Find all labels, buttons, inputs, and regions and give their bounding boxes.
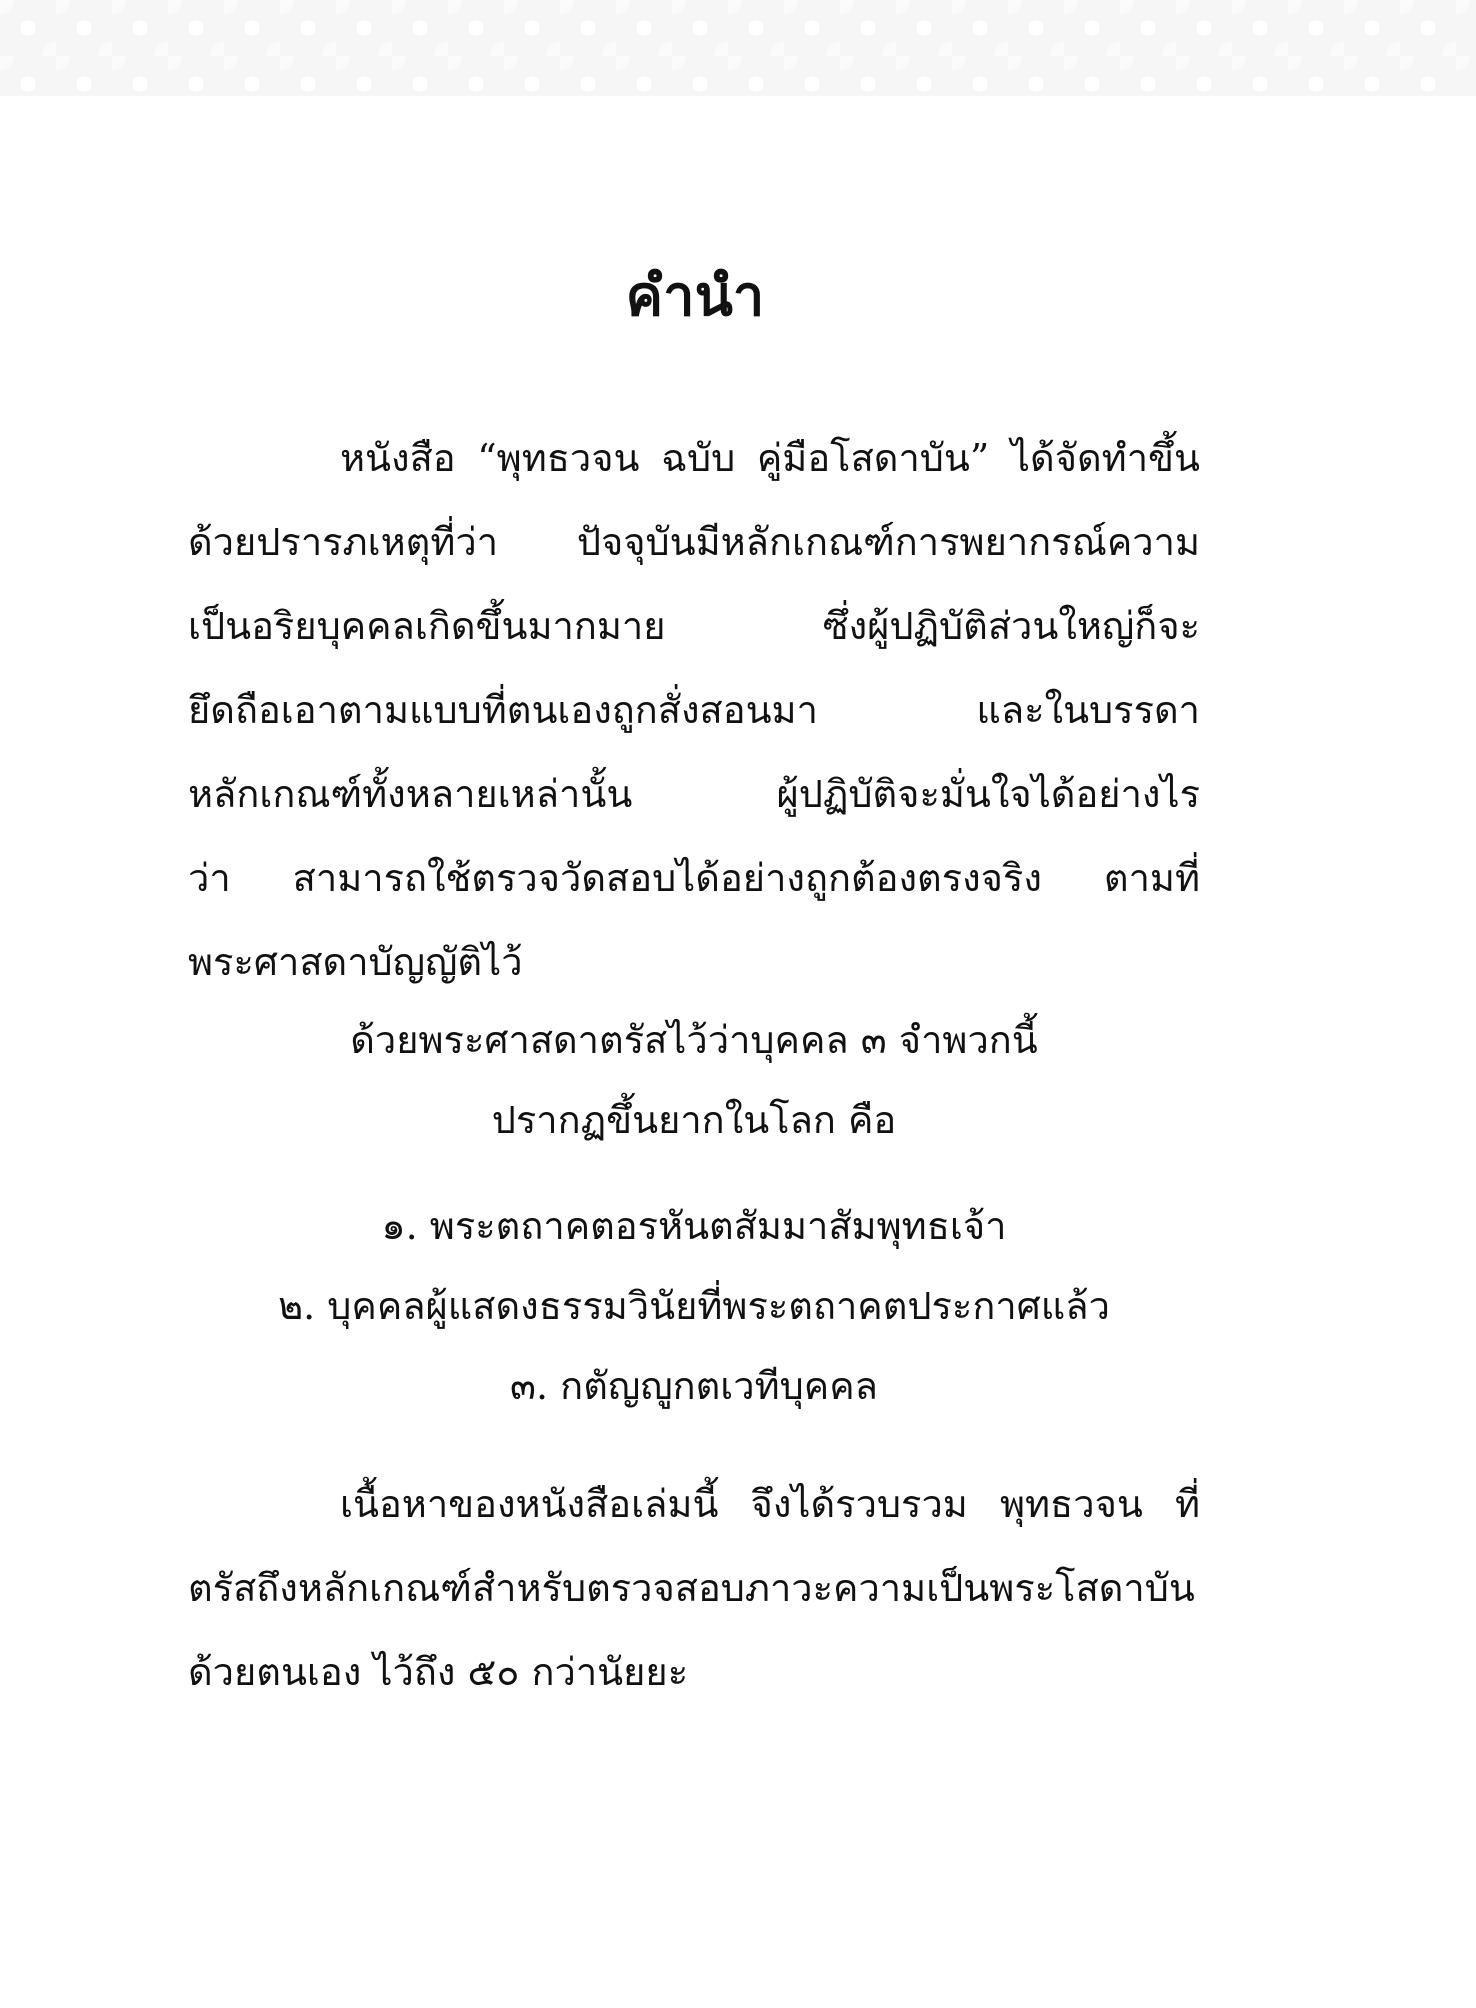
paragraph-2 <box>188 1462 1200 1714</box>
list-item: ๒. บุคคลผู้แสดงธรรมวินัยที่พระตถาคตประกาศแล้ว <box>278 1284 1110 1328</box>
decorative-header-pattern <box>0 0 1476 96</box>
paragraph-1 <box>188 416 1200 1004</box>
list-item: ๓. กตัญญูกตเวทีบุคคล <box>510 1364 878 1408</box>
paragraph-line: ด้วยตนเอง ไว้ถึง ๕๐ กว่านัยยะ <box>188 1650 689 1694</box>
paragraph-line: หลักเกณฑ์ทั้งหลายเหล่านั้น ผู้ปฏิบัติจะมั่นใจได้อย่างไร <box>188 772 1200 816</box>
list-item: ๑. พระตถาคตอรหันตสัมมาสัมพุทธเจ้า <box>381 1204 1007 1248</box>
intro-statement <box>188 1000 1200 1160</box>
intro-line: ปรากฏขึ้นยากในโลก คือ <box>491 1098 897 1142</box>
paragraph-line: เนื้อหาของหนังสือเล่มนี้ จึงได้รวบรวม พุทธวจน ที่ <box>340 1482 1200 1526</box>
paragraph-line: พระศาสดาบัญญัติไว้ <box>188 940 523 984</box>
paragraph-line: ว่า สามารถใช้ตรวจวัดสอบได้อย่างถูกต้องตรงจริง ตามที่ <box>188 856 1200 900</box>
paragraph-line: เป็นอริยบุคคลเกิดขึ้นมากมาย ซึ่งผู้ปฏิบัติส่วนใหญ่ก็จะ <box>188 604 1200 648</box>
intro-line: ด้วยพระศาสดาตรัสไว้ว่าบุคคล ๓ จำพวกนี้ <box>350 1018 1038 1062</box>
three-persons-list <box>188 1186 1200 1426</box>
paragraph-line: ด้วยปรารภเหตุที่ว่า ปัจจุบันมีหลักเกณฑ์การพยากรณ์ความ <box>188 520 1200 564</box>
paragraph-line: หนังสือ “พุทธวจน ฉบับ คู่มือโสดาบัน” ได้จัดทำขึ้น <box>340 436 1200 480</box>
page-title: คำนำ <box>625 263 765 329</box>
paragraph-line: ยึดถือเอาตามแบบที่ตนเองถูกสั่งสอนมา และในบรรดา <box>188 688 1200 732</box>
paragraph-line: ตรัสถึงหลักเกณฑ์สำหรับตรวจสอบภาวะความเป็นพระโสดาบัน <box>188 1566 1195 1610</box>
